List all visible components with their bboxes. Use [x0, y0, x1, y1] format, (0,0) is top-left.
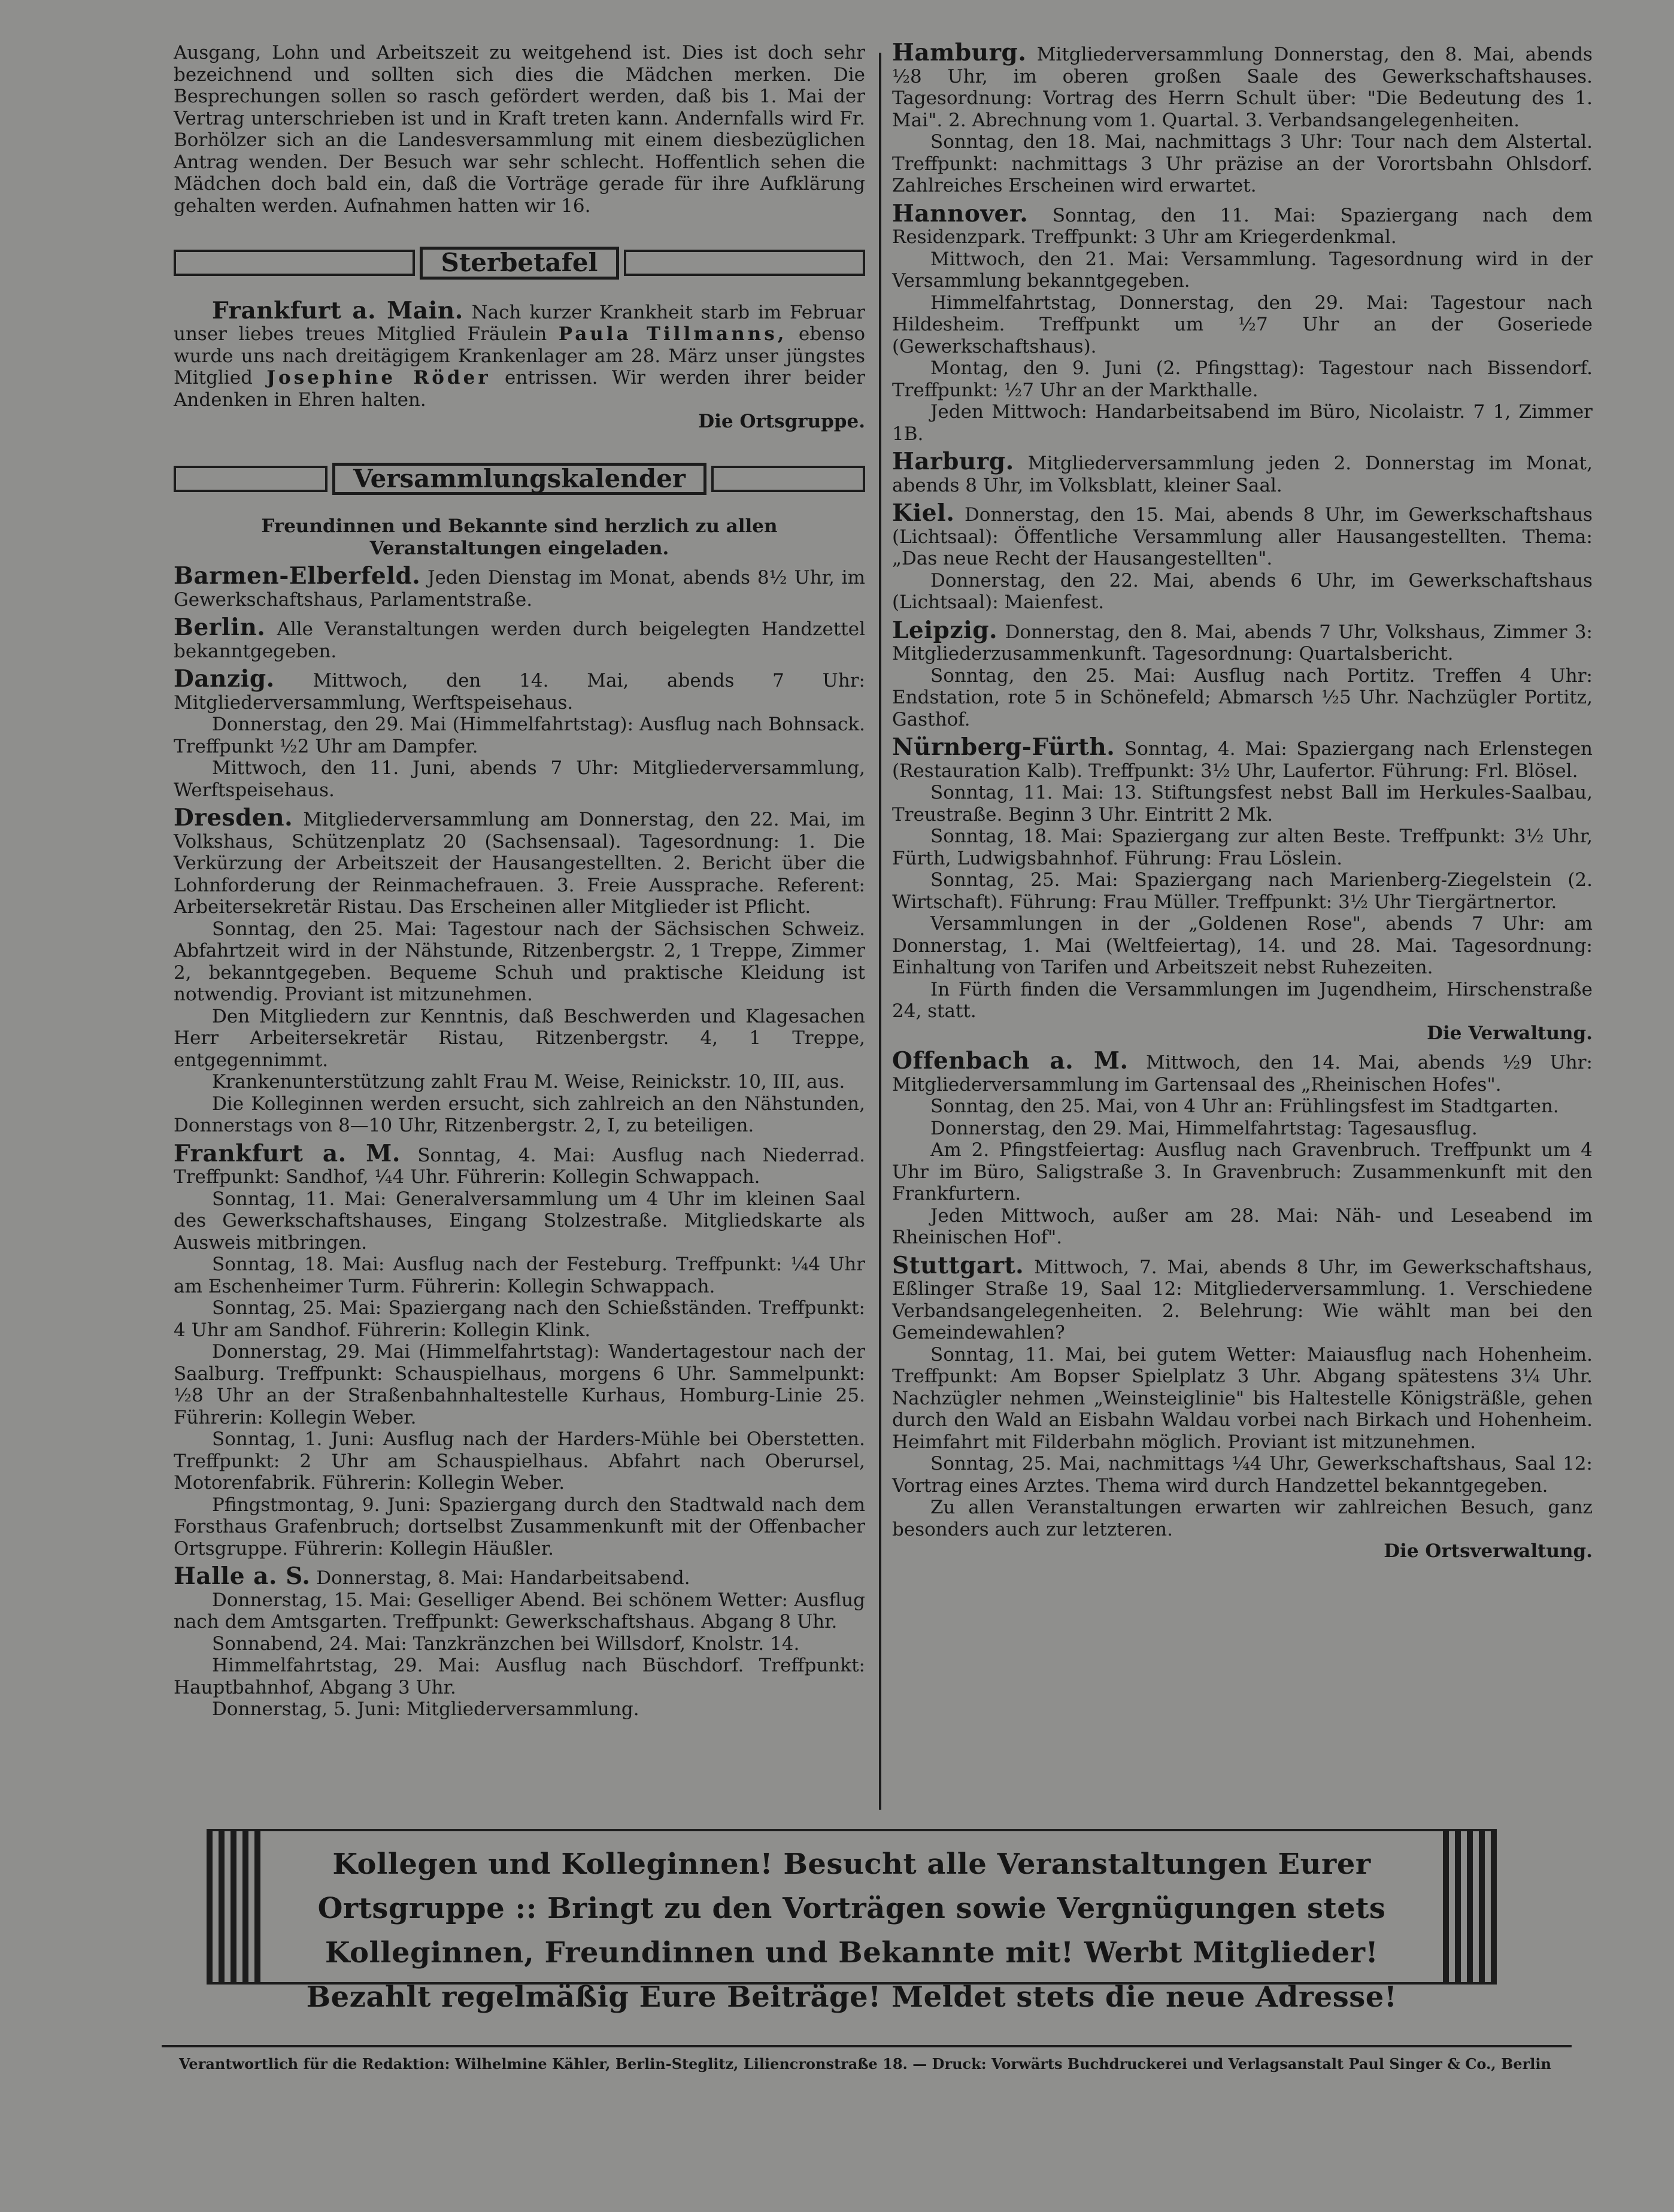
- footer-rule: [162, 2045, 1572, 2047]
- obituary-text: Frankfurt a. Main. Nach kurzer Krankheit starb im Februar unser liebes treues Mitglied Fräulein Paula Tillmanns, ebenso wurde uns nach dreitägigem Krankenlager am 28. März unser jüngstes Mitglied Josephine Röder entrissen. Wir werden ihrer beider Andenken in Ehren halten.: [174, 296, 865, 411]
- entry-nuernberg: Nürnberg-Fürth. Sonntag, 4. Mai: Spaziergang nach Erlenstegen (Restauration Kalb). Treffpunkt: 3½ Uhr, Laufertor. Führung: Frl. Blösel. Sonntag, 11. Mai: 13. Stiftungsfest nebst Ball im Herkules-Saalbau, Treustraße. Beginn 3 Uhr. Eintritt 2 Mk. Sonntag, 18. Mai: Spaziergang zur alten Beste. Treffpunkt: 3½ Uhr, Fürth, Ludwigsbahnhof. Führung: Frau Löslein. Sonntag, 25. Mai: Spaziergang nach Marienberg-Ziegelstein (2. Wirtschaft). Führung: Frau Müller. Treffpunkt: 3½ Uhr Tiergärtnertor. Versammlungen in der „Goldenen Rose", abends 7 Uhr: am Donnerstag, 1. Mai (Weltfeiertag), 14. und 28. Mai. Tagesordnung: Einhaltung von Tarifen und Arbeitszeit nebst Ruhezeiten. In Fürth finden die Versammlungen im Jugendheim, Hirschenstraße 24, statt. Die Verwaltung.: [892, 733, 1593, 1044]
- intro-paragraph: Ausgang, Lohn und Arbeitszeit zu weitgehend ist. Dies ist doch sehr bezeichnend und sollten sich dies die Mädchen merken. Die Besprechungen sollen so rasch gefördert werden, daß bis 1. Mai der Vertrag unterschrieben ist und in Kraft treten kann. Andernfalls wird Fr. Borhölzer sich an die Landesversammlung mit einem diesbezüglichen Antrag wenden. Der Besuch war sehr schlecht. Hoffentlich sehen die Mädchen doch bald ein, daß die Vorträge gerade für ihre Aufklärung gehalten werden. Aufnahmen hatten wir 16.: [174, 42, 865, 217]
- entry-dresden: Dresden. Mitgliederversammlung am Donnerstag, den 22. Mai, im Volkshaus, Schützenplatz 20 (Sachsensaal). Tagesordnung: 1. Die Verkürzung der Arbeitszeit der Hausangestellten. 2. Bericht über die Lohnforderung der Reinmachefrauen. 3. Freie Aussprache. Referent: Arbeitersekretär Ristau. Das Erscheinen aller Mitglieder ist Pflicht. Sonntag, den 25. Mai: Tagestour nach der Sächsischen Schweiz. Abfahrtzeit wird in der Nähstunde, Ritzenbergstr. 2, 1 Treppe, Zimmer 2, bekanntgegeben. Bequeme Schuh und praktische Kleidung ist notwendig. Proviant ist mitzunehmen. Den Mitgliedern zur Kenntnis, daß Beschwerden und Klagesachen Herr Arbeitersekretär Ristau, Ritzenbergstr. 4, 1 Treppe, entgegennimmt. Krankenunterstützung zahlt Frau M. Weise, Reinickstr. 10, III, aus. Die Kolleginnen werden ersucht, sich zahlreich an den Nähstunden, Donnerstags von 8—10 Uhr, Ritzenbergstr. 2, I, zu beteiligen.: [174, 804, 866, 1136]
- entry-danzig: Danzig. Mittwoch, den 14. Mai, abends 7 Uhr: Mitgliederversammlung, Werftspeisehaus. Donnerstag, den 29. Mai (Himmelfahrtstag): Ausflug nach Bohnsack. Treffpunkt ½2 Uhr am Dampfer. Mittwoch, den 11. Juni, abends 7 Uhr: Mitgliederversammlung, Werftspeisehaus.: [174, 665, 865, 801]
- stuttgart-signature: Die Ortsverwaltung.: [1384, 1540, 1593, 1562]
- entry-hamburg: Hamburg. Mitgliederversammlung Donnerstag, den 8. Mai, abends ½8 Uhr, im oberen großen Saale des Gewerkschaftshauses. Tagesordnung: Vortrag des Herrn Schult über: "Die Bedeutung des 1. Mai". 2. Abrechnung vom 1. Quartal. 3. Verbandsangelegenheiten. Sonntag, den 18. Mai, nachmittags 3 Uhr: Tour nach dem Alstertal. Treffpunkt: nachmittags 3 Uhr präzise an der Vorortsbahn Ohlsdorf. Zahlreiches Erscheinen wird erwartet.: [892, 39, 1593, 196]
- appeal-stripes-right: [1443, 1829, 1497, 1985]
- right-column: [892, 39, 1593, 1562]
- obituary-signature: Die Ortsgruppe.: [698, 411, 865, 432]
- appeal-box: [207, 1829, 1497, 2014]
- imprint-footer: Verantwortlich für die Redaktion: Wilhelmine Kähler, Berlin-Steglitz, Liliencronstraße 18. — Druck: Vorwärts Buchdruckerei und Verlagsanstalt Paul Singer & Co., Berlin: [179, 2055, 1551, 2073]
- entry-barmen: Barmen-Elberfeld. Jeden Dienstag im Monat, abends 8½ Uhr, im Gewerkschaftshaus, Parlamentstraße.: [174, 562, 866, 611]
- entry-offenbach: Offenbach a. M. Mittwoch, den 14. Mai, abends ½9 Uhr: Mitgliederversammlung im Gartensaal des „Rheinischen Hofes". Sonntag, den 25. Mai, von 4 Uhr an: Frühlingsfest im Stadtgarten. Donnerstag, den 29. Mai, Himmelfahrtstag: Tagesausflug. Am 2. Pfingstfeiertag: Ausflug nach Gravenbruch. Treffpunkt um 4 Uhr im Büro, Saligstraße 3. In Gravenbruch: Zusammenkunft mit den Frankfurtern. Jeden Mittwoch, außer am 28. Mai: Näh- und Leseabend im Rheinischen Hof".: [892, 1047, 1593, 1248]
- column-divider: [879, 53, 881, 1810]
- banner-box-left: [174, 250, 415, 276]
- kalender-subtitle: Freundinnen und Bekannte sind herzlich zu allen Veranstaltungen eingeladen.: [261, 515, 778, 559]
- entry-leipzig: Leipzig. Donnerstag, den 8. Mai, abends 7 Uhr, Volkshaus, Zimmer 3: Mitgliederzusammenkunft. Tagesordnung: Quartalsbericht. Sonntag, den 25. Mai: Ausflug nach Portitz. Treffen 4 Uhr: Endstation, rote 5 in Schönefeld; Abmarsch ½5 Uhr. Nachzügler Portitz, Gasthof.: [892, 616, 1593, 730]
- kalender-title: Versammlungskalender: [332, 463, 706, 496]
- nuernberg-signature: Die Verwaltung.: [1427, 1022, 1593, 1044]
- sterbetafel-title: Sterbetafel: [420, 247, 618, 280]
- banner-box-right: [624, 250, 865, 276]
- entry-halle: Halle a. S. Donnerstag, 8. Mai: Handarbeitsabend. Donnerstag, 15. Mai: Geselliger Abend. Bei schönem Wetter: Ausflug nach dem Amtsgarten. Treffpunkt: Gewerkschaftshaus. Abgang 8 Uhr. Sonnabend, 24. Mai: Tanzkränzchen bei Willsdorf, Knolstr. 14. Himmelfahrtstag, 29. Mai: Ausflug nach Büschdorf. Treffpunkt: Hauptbahnhof, Abgang 3 Uhr. Donnerstag, 5. Juni: Mitgliederversammlung.: [174, 1562, 865, 1720]
- sterbetafel-header: [174, 247, 865, 280]
- appeal-stripes-left: [207, 1829, 260, 1985]
- banner-box-right: [711, 466, 865, 492]
- entry-kiel: Kiel. Donnerstag, den 15. Mai, abends 8 Uhr, im Gewerkschaftshaus (Lichtsaal): Öffentliche Versammlung aller Hausangestellten. Thema: „Das neue Recht der Hausangestellten". Donnerstag, den 22. Mai, abends 6 Uhr, im Gewerkschaftshaus (Lichtsaal): Maienfest.: [892, 499, 1593, 613]
- left-column: [174, 42, 865, 1721]
- appeal-text: Kollegen und Kolleginnen! Besucht alle Veranstaltungen Eurer Ortsgruppe :: Bringt zu den Vorträgen sowie Vergnügungen stets Kolleginnen, Freundinnen und Bekannte mit! Werbt Mitglieder! Bezahlt regelmäßig Eure Beiträge! Meldet stets die neue Adresse!: [306, 1847, 1397, 2014]
- banner-box-left: [174, 466, 327, 492]
- entry-frankfurt: Frankfurt a. M. Sonntag, 4. Mai: Ausflug nach Niederrad. Treffpunkt: Sandhof, ¼4 Uhr. Führerin: Kollegin Schwappach. Sonntag, 11. Mai: Generalversammlung um 4 Uhr im kleinen Saal des Gewerkschaftshauses, Eingang Stolzestraße. Mitgliedskarte als Ausweis mitbringen. Sonntag, 18. Mai: Ausflug nach der Festeburg. Treffpunkt: ¼4 Uhr am Eschenheimer Turm. Führerin: Kollegin Schwappach. Sonntag, 25. Mai: Spaziergang nach den Schießständen. Treffpunkt: 4 Uhr am Sandhof. Führerin: Kollegin Klink. Donnerstag, 29. Mai (Himmelfahrtstag): Wandertagestour nach der Saalburg. Treffpunkt: Schauspielhaus, morgens 6 Uhr. Sammelpunkt: ½8 Uhr an der Straßenbahnhaltestelle Kurhaus, Homburg-Linie 25. Führerin: Kollegin Weber. Sonntag, 1. Juni: Ausflug nach der Harders-Mühle bei Oberstetten. Treffpunkt: 2 Uhr am Schauspielhaus. Abfahrt nach Oberursel, Motorenfabrik. Führerin: Kollegin Weber. Pfingstmontag, 9. Juni: Spaziergang durch den Stadtwald nach dem Forsthaus Grafenbruch; dortselbst Zusammenkunft mit der Offenbacher Ortsgruppe. Führerin: Kollegin Häußler.: [174, 1139, 865, 1559]
- entry-harburg: Harburg. Mitgliederversammlung jeden 2. Donnerstag im Monat, abends 8 Uhr, im Volksblatt, kleiner Saal.: [892, 448, 1593, 496]
- kalender-header: [174, 463, 865, 496]
- entry-stuttgart: Stuttgart. Mittwoch, 7. Mai, abends 8 Uhr, im Gewerkschaftshaus, Eßlinger Straße 19, Saal 12: Mitgliederversammlung. 1. Verschiedene Verbandsangelegenheiten. 2. Belehrung: Wie wählt man bei den Gemeindewahlen? Sonntag, 11. Mai, bei gutem Wetter: Maiausflug nach Hohenheim. Treffpunkt: Am Bopser Spielplatz 3 Uhr. Abgang spätestens 3¼ Uhr. Nachzügler nehmen „Weinsteiglinie" bis Haltestelle Königsträßle, gehen durch den Wald an Eisbahn Waldau vorbei nach Birkach und Hohenheim. Heimfahrt mit Filderbahn möglich. Proviant ist mitzunehmen. Sonntag, 25. Mai, nachmittags ¼4 Uhr, Gewerkschaftshaus, Saal 12: Vortrag eines Arztes. Thema wird durch Handzettel bekanntgegeben. Zu allen Veranstaltungen erwarten wir zahlreichen Besuch, ganz besonders auch zur letzteren. Die Ortsverwaltung.: [892, 1251, 1593, 1562]
- entry-berlin: Berlin. Alle Veranstaltungen werden durch beigelegten Handzettel bekanntgegeben.: [174, 614, 865, 662]
- entry-hannover: Hannover. Sonntag, den 11. Mai: Spaziergang nach dem Residenzpark. Treffpunkt: 3 Uhr am Kriegerdenkmal. Mittwoch, den 21. Mai: Versammlung. Tagesordnung wird in der Versammlung bekanntgegeben. Himmelfahrtstag, Donnerstag, den 29. Mai: Tagestour nach Hildesheim. Treffpunkt um ½7 Uhr an der Goseriede (Gewerkschaftshaus). Montag, den 9. Juni (2. Pfingsttag): Tagestour nach Bissendorf. Treffpunkt: ½7 Uhr an der Markthalle. Jeden Mittwoch: Handarbeitsabend im Büro, Nicolaistr. 7 1, Zimmer 1B.: [892, 199, 1593, 445]
